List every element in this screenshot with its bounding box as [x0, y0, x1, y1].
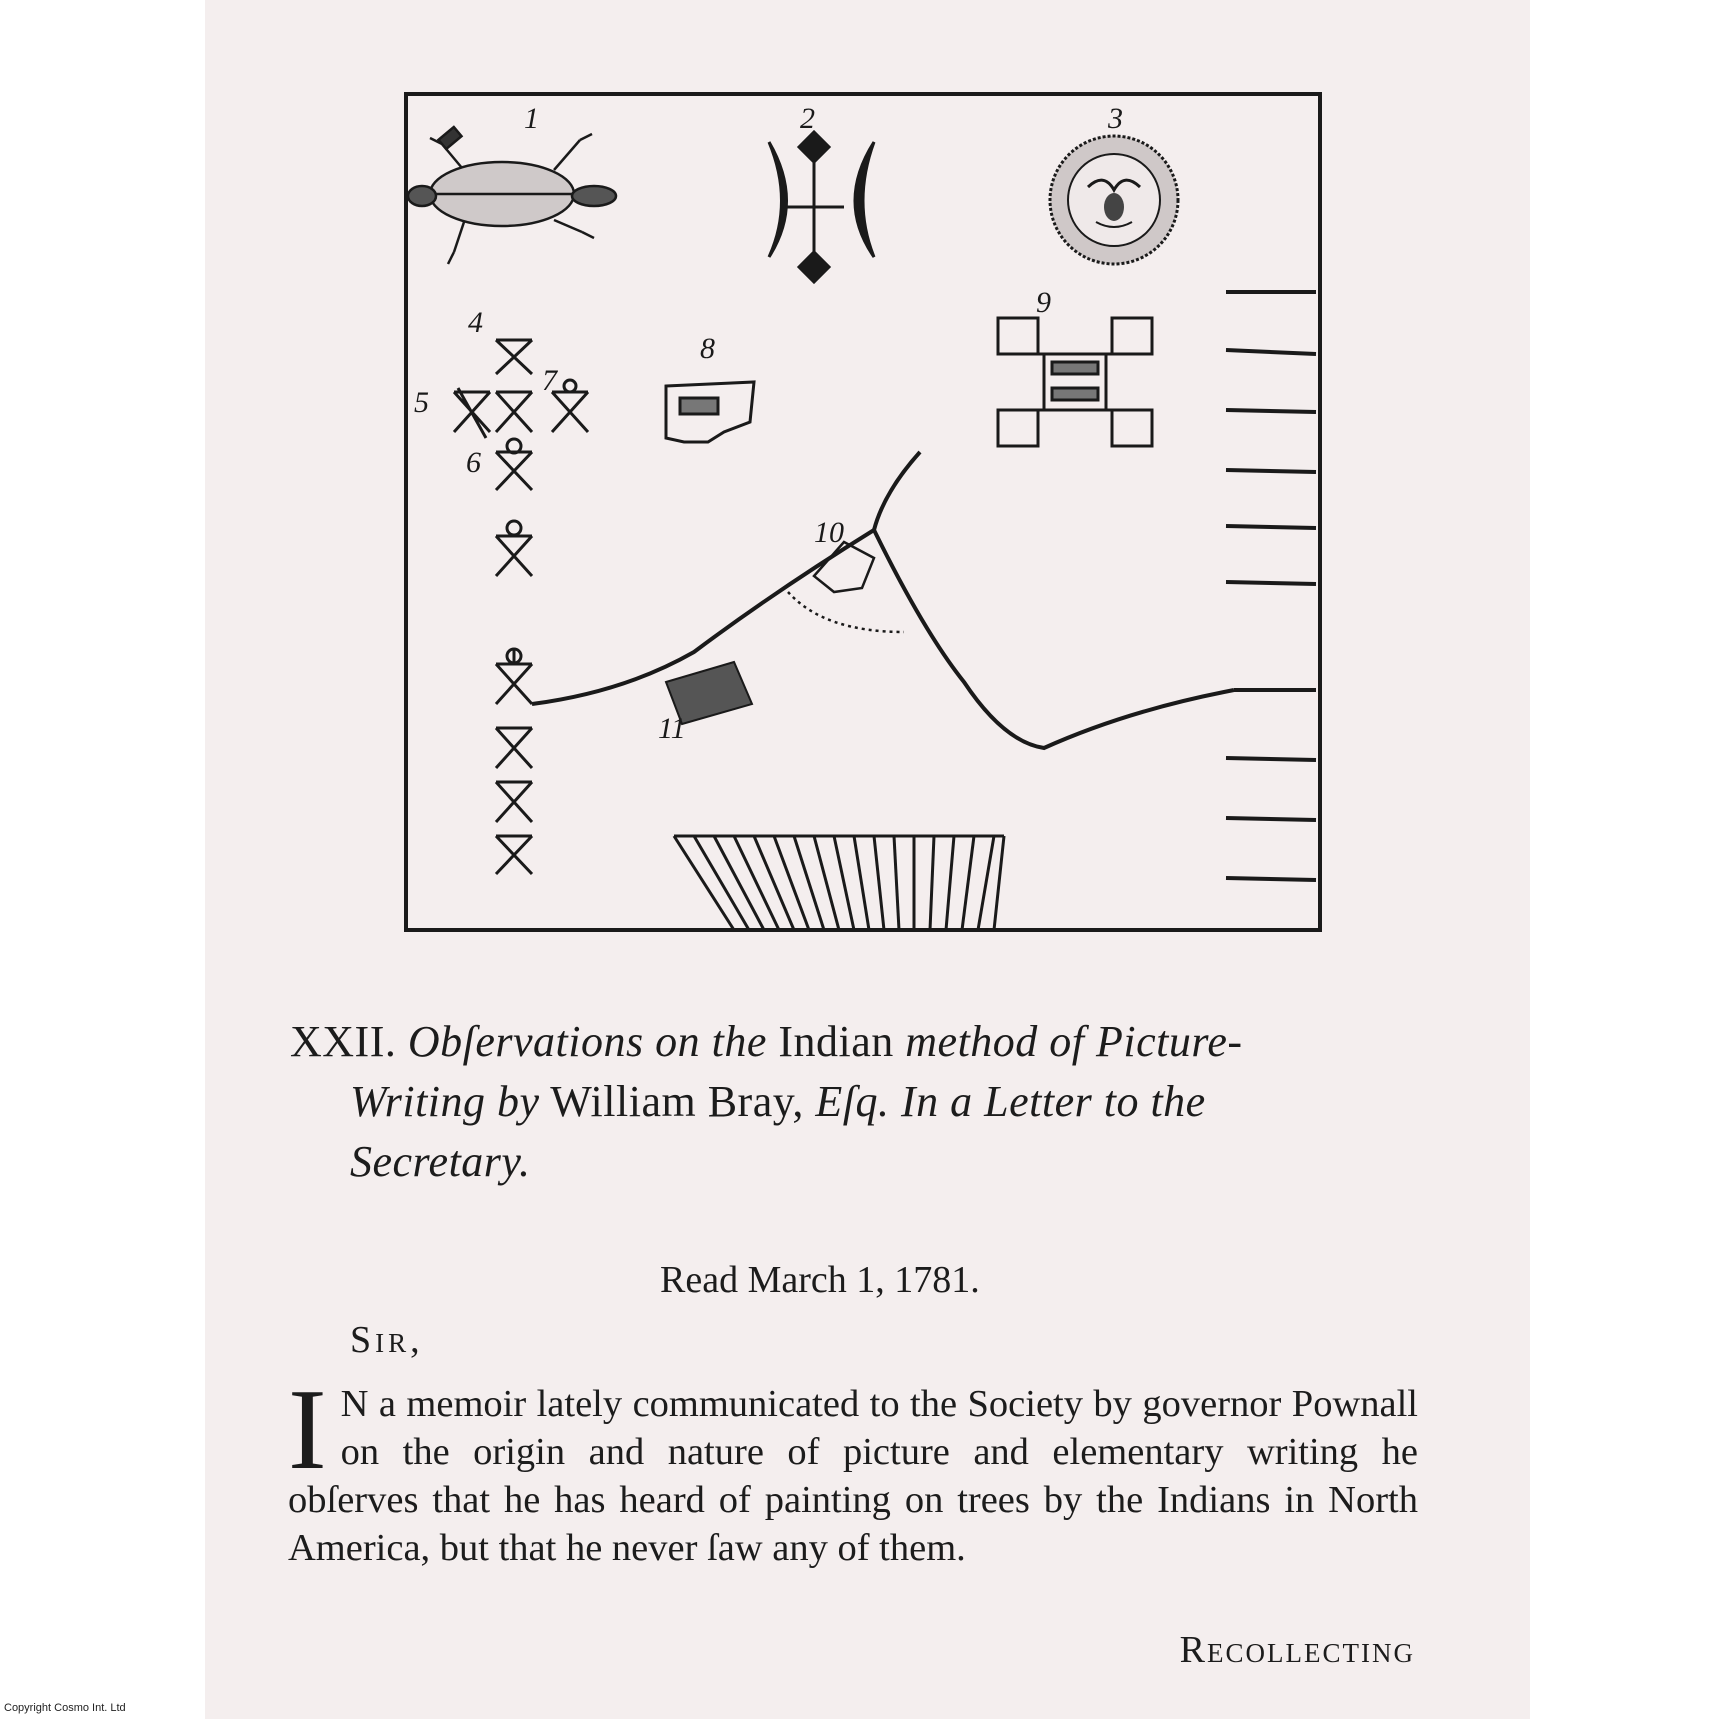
heading-italic-5: Secretary.	[350, 1137, 531, 1186]
figure-9	[998, 318, 1152, 446]
heading-roman-2: William Bray,	[550, 1077, 804, 1126]
heading-italic-2: method of Picture-	[905, 1017, 1243, 1066]
plate-number-9: 9	[1036, 286, 1051, 319]
turtle-figure	[408, 127, 616, 264]
body-text: N a memoir lately communicated to the Society by governor Pownall on the origin and nature of picture and elementary writing he obſerves that he has heard of painting on trees by the Indians in North America, but that he never ſaw any of them.	[288, 1383, 1418, 1569]
plate-number-3: 3	[1108, 102, 1123, 135]
plate-number-4: 4	[468, 306, 483, 339]
copyright-notice: Copyright Cosmo Int. Ltd	[4, 1702, 126, 1714]
salutation: Sir,	[350, 1319, 424, 1361]
engraved-plate	[404, 92, 1322, 932]
heading-italic-3: Writing by	[350, 1077, 540, 1126]
hatched-ground	[674, 836, 1004, 930]
heading-italic-1: Obſervations on the	[407, 1017, 767, 1066]
plate-number-11: 11	[658, 712, 686, 745]
heading-numeral: XXII.	[290, 1017, 397, 1066]
moons-figure	[769, 132, 874, 282]
plate-number-8: 8	[700, 332, 715, 365]
plate-number-1: 1	[524, 102, 539, 135]
heading-roman-1: Indian	[778, 1017, 894, 1066]
article-heading	[290, 1012, 1430, 1192]
catchword: Recollecting	[1179, 1629, 1415, 1671]
warrior-figures	[454, 340, 588, 874]
tally-marks	[1226, 292, 1316, 880]
figure-8	[666, 382, 754, 442]
read-date: Read March 1, 1781.	[660, 1259, 980, 1301]
plate-number-6: 6	[466, 446, 481, 479]
heading-italic-4: Eſq. In a Letter to the	[815, 1077, 1206, 1126]
trail-lines	[532, 452, 1316, 748]
plate-number-5: 5	[414, 386, 429, 419]
sun-figure	[1050, 136, 1178, 264]
plate-drawing	[404, 92, 1322, 932]
plate-number-2: 2	[800, 102, 815, 135]
drop-cap: I	[288, 1366, 327, 1494]
body-paragraph	[288, 1366, 1418, 1572]
plate-number-10: 10	[814, 516, 844, 549]
plate-number-7: 7	[542, 364, 557, 397]
